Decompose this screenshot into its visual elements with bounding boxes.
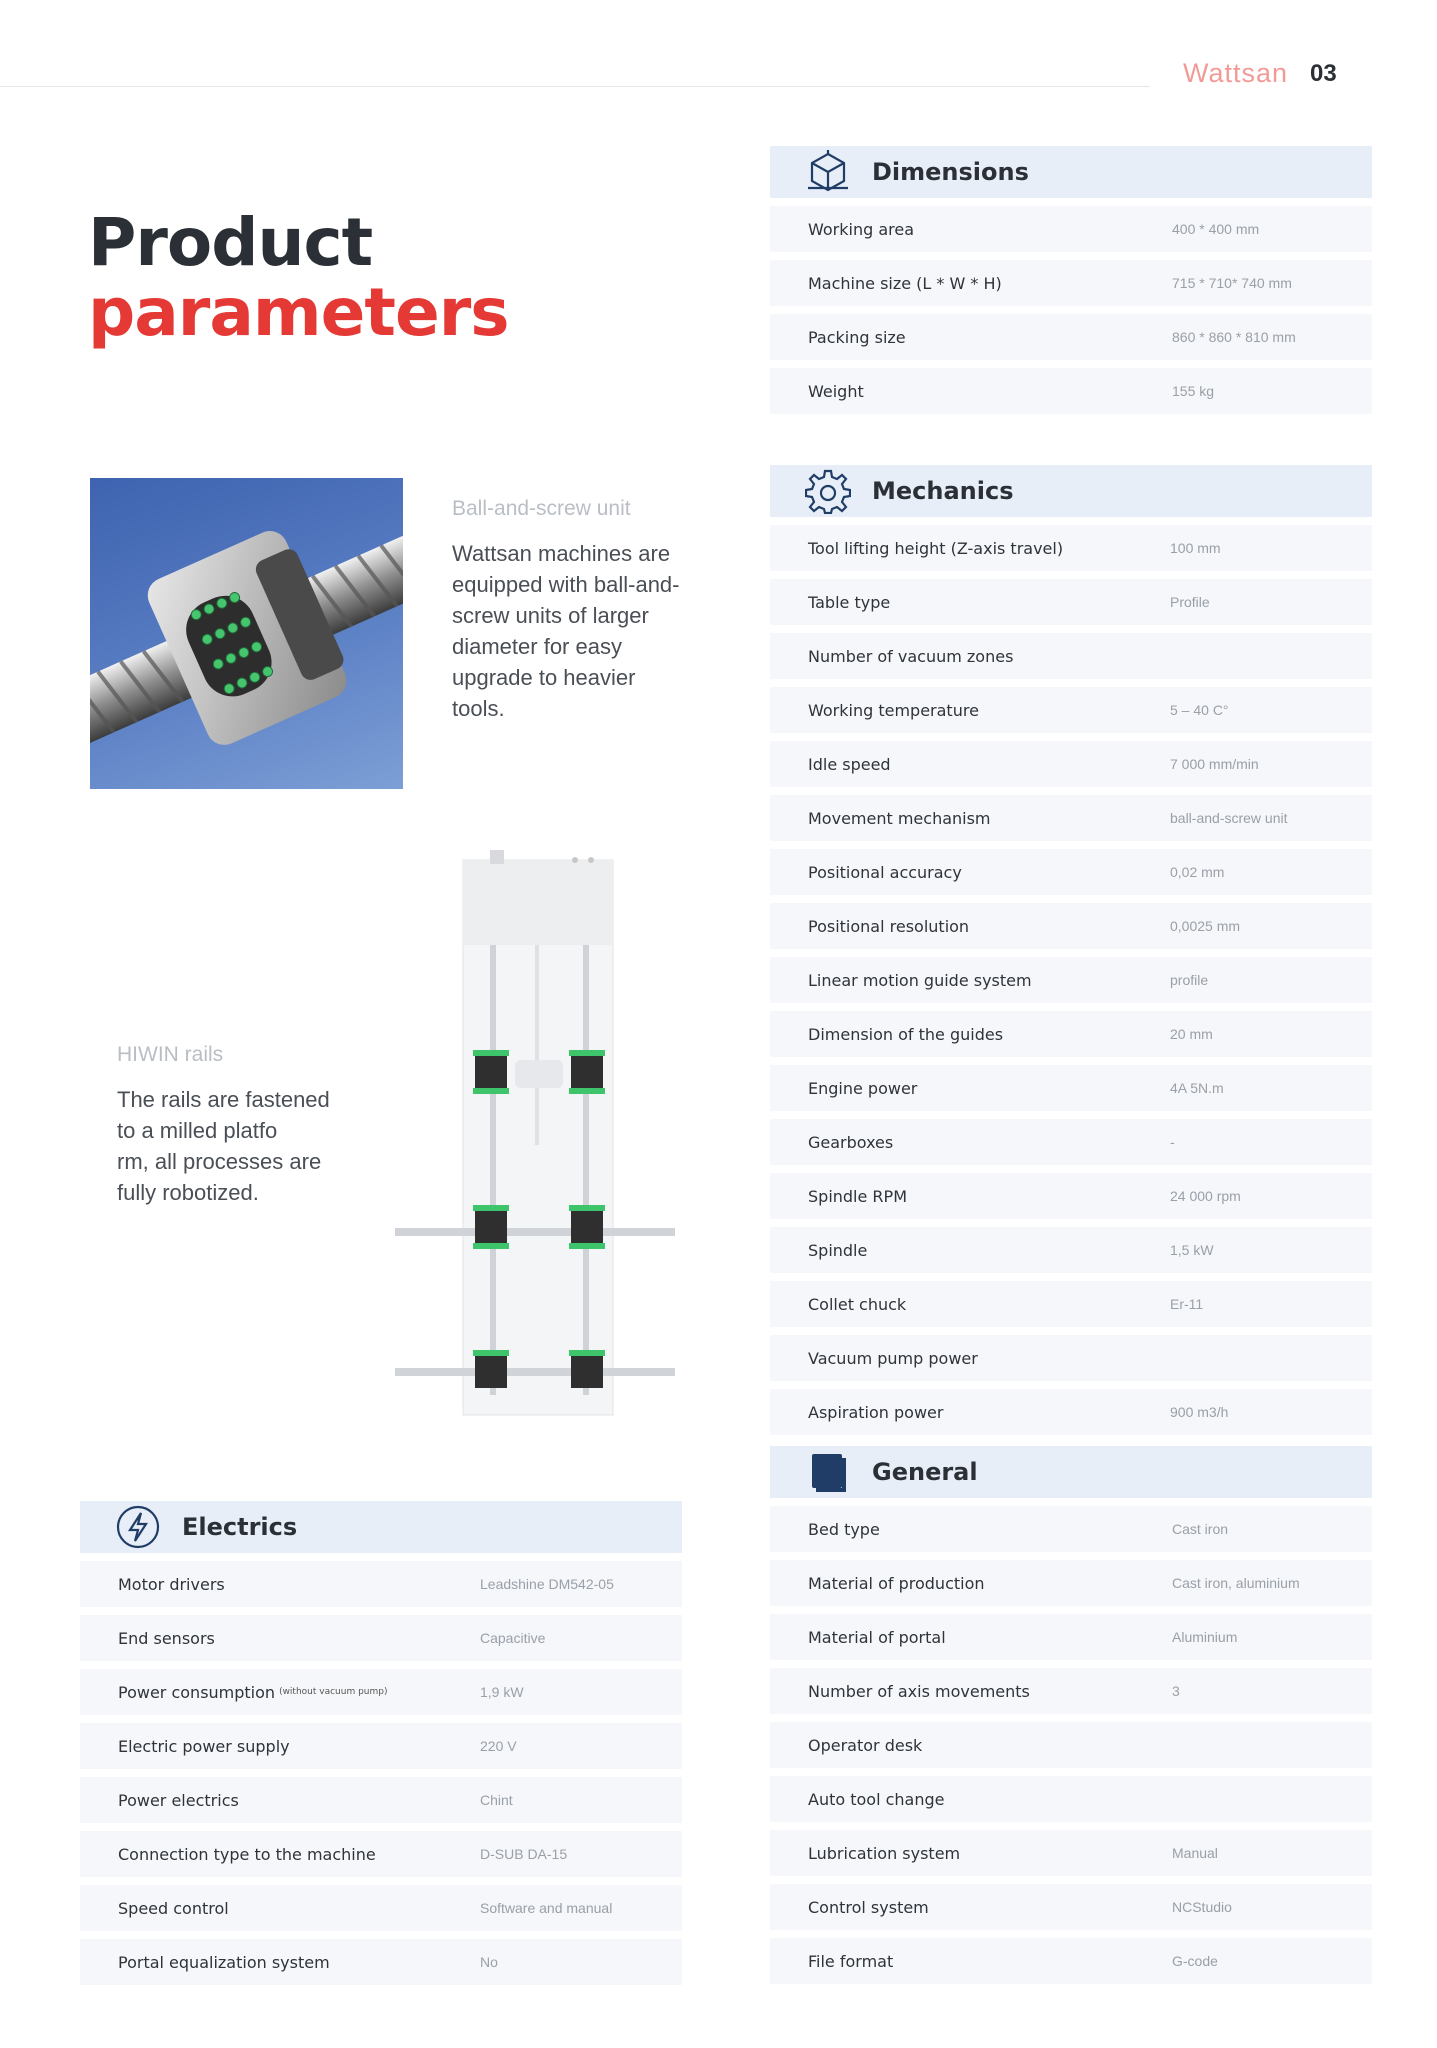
hiwin-line: to a milled platfo <box>117 1118 278 1143</box>
row-label: Gearboxes <box>808 1132 894 1152</box>
row-label: Motor drivers <box>118 1574 225 1594</box>
row-value: Profile <box>1170 594 1210 610</box>
row-label: Speed control <box>118 1898 229 1918</box>
row-value: 155 kg <box>1172 383 1215 399</box>
table-row <box>770 1506 1372 1552</box>
hiwin-rails-illustration <box>395 850 675 1425</box>
row-label: Control system <box>808 1897 929 1917</box>
row-value: - <box>1170 1134 1175 1150</box>
row-label: Spindle RPM <box>808 1186 907 1206</box>
table-row <box>770 903 1372 949</box>
dimensions-table <box>770 146 1372 414</box>
row-label: Movement mechanism <box>808 808 991 828</box>
mechanics-title: Mechanics <box>872 477 1014 505</box>
row-value: 900 m3/h <box>1170 1404 1229 1420</box>
table-row <box>770 687 1372 733</box>
row-value: 0,02 mm <box>1170 864 1225 880</box>
page-number: 03 <box>1310 60 1337 87</box>
table-row <box>80 1885 682 1931</box>
table-row <box>770 1065 1372 1111</box>
row-label: Collet chuck <box>808 1294 907 1314</box>
gear-icon <box>802 465 854 517</box>
brand-logo: Wattsan <box>1183 58 1289 88</box>
row-value: 5 – 40 C° <box>1170 702 1229 718</box>
row-value: 100 mm <box>1170 540 1221 556</box>
ballscrew-caption-text: Wattsan machines are equipped with ball-and-screw units of larger diameter for easy upgrade to heavier tools. <box>452 541 680 721</box>
table-row <box>80 1831 682 1877</box>
row-label: Working area <box>808 219 915 239</box>
header-divider <box>0 86 1150 87</box>
row-value: 7 000 mm/min <box>1170 756 1259 772</box>
row-label: Vacuum pump power <box>808 1348 978 1368</box>
table-row <box>770 368 1372 414</box>
electrics-title: Electrics <box>182 1513 298 1541</box>
row-label: Aspiration power <box>808 1402 944 1422</box>
row-label: Portal equalization system <box>118 1952 330 1972</box>
table-row <box>770 1668 1372 1714</box>
general-title: General <box>872 1458 978 1486</box>
row-label: Bed type <box>808 1519 880 1539</box>
table-row <box>770 1830 1372 1876</box>
table-row <box>770 1281 1372 1327</box>
row-value: Aluminium <box>1172 1629 1238 1645</box>
row-label: Positional accuracy <box>808 862 962 882</box>
table-row <box>770 795 1372 841</box>
table-row <box>80 1723 682 1769</box>
row-value: Capacitive <box>480 1630 546 1646</box>
dimensions-header <box>770 146 1372 198</box>
mechanics-header <box>770 465 1372 517</box>
cube-dimensions-icon <box>802 146 854 198</box>
table-row <box>770 1938 1372 1984</box>
row-value: 24 000 rpm <box>1170 1188 1241 1204</box>
table-row <box>80 1561 682 1607</box>
row-label: Power consumption <box>118 1682 276 1702</box>
row-label: Weight <box>808 381 864 401</box>
row-value: Er-11 <box>1170 1296 1204 1312</box>
row-label: Material of portal <box>808 1627 946 1647</box>
table-row <box>770 1614 1372 1660</box>
row-value: 4A 5N.m <box>1170 1080 1224 1096</box>
row-value: D-SUB DA-15 <box>480 1846 568 1862</box>
row-label: Table type <box>808 592 891 612</box>
row-label: Number of axis movements <box>808 1681 1030 1701</box>
row-value: 0,0025 mm <box>1170 918 1241 934</box>
table-row <box>80 1669 682 1715</box>
ballscrew-caption-title: Ball-and-screw unit <box>452 497 631 520</box>
row-value: 20 mm <box>1170 1026 1213 1042</box>
table-row <box>770 1335 1372 1381</box>
page-title-line1: Product <box>88 204 373 281</box>
hiwin-line: The rails are fastened <box>117 1087 330 1112</box>
row-label: Connection type to the machine <box>118 1844 376 1864</box>
row-label: Idle speed <box>808 754 891 774</box>
row-value: Cast iron, aluminium <box>1172 1575 1300 1591</box>
row-label: Spindle <box>808 1240 868 1260</box>
electrics-table <box>80 1501 682 1985</box>
table-row <box>770 1173 1372 1219</box>
table-row <box>770 633 1372 679</box>
table-row <box>770 1119 1372 1165</box>
table-row <box>770 260 1372 306</box>
table-row <box>80 1777 682 1823</box>
book-icon <box>802 1446 854 1498</box>
row-label: Working temperature <box>808 700 979 720</box>
row-label: Number of vacuum zones <box>808 646 1014 666</box>
row-value: Cast iron <box>1172 1521 1229 1537</box>
table-row <box>770 525 1372 571</box>
table-row <box>770 314 1372 360</box>
table-row <box>770 579 1372 625</box>
row-label: Tool lifting height (Z-axis travel) <box>808 538 1064 558</box>
row-label: Dimension of the guides <box>808 1024 1004 1044</box>
table-row <box>770 1011 1372 1057</box>
row-label: Power electrics <box>118 1790 239 1810</box>
row-label: Electric power supply <box>118 1736 290 1756</box>
row-value: 400 * 400 mm <box>1172 221 1260 237</box>
hiwin-caption-title: HIWIN rails <box>117 1043 224 1066</box>
row-value: 1,5 kW <box>1170 1242 1214 1258</box>
table-row <box>80 1939 682 1985</box>
row-value: Chint <box>480 1792 513 1808</box>
table-row <box>770 1722 1372 1768</box>
general-header <box>770 1446 1372 1498</box>
ballscrew-photo <box>90 478 403 789</box>
table-row <box>80 1615 682 1661</box>
power-note: (without vacuum pump) <box>279 1687 388 1697</box>
table-row <box>770 1227 1372 1273</box>
row-value: ball-and-screw unit <box>1170 810 1288 826</box>
row-label: Positional resolution <box>808 916 970 936</box>
row-label: Packing size <box>808 327 906 347</box>
row-label: Linear motion guide system <box>808 970 1032 990</box>
table-row <box>770 1389 1372 1435</box>
row-value: 860 * 860 * 810 mm <box>1172 329 1296 345</box>
row-value: profile <box>1170 972 1209 988</box>
hiwin-caption-text <box>117 1084 330 1208</box>
row-label: End sensors <box>118 1628 215 1648</box>
hiwin-line: rm, all processes are <box>117 1149 322 1174</box>
row-value: G-code <box>1172 1953 1218 1969</box>
table-row <box>770 957 1372 1003</box>
row-value: 220 V <box>480 1738 517 1754</box>
table-row <box>770 849 1372 895</box>
page-title <box>88 204 509 351</box>
table-row <box>770 1560 1372 1606</box>
general-table <box>770 1446 1372 1984</box>
lightning-icon <box>112 1501 164 1553</box>
row-value: Leadshine DM542-05 <box>480 1576 614 1592</box>
dimensions-title: Dimensions <box>872 158 1029 186</box>
row-label: Auto tool change <box>808 1789 945 1809</box>
row-label: Material of production <box>808 1573 985 1593</box>
mechanics-table <box>770 465 1372 1435</box>
table-row <box>770 741 1372 787</box>
row-label: Operator desk <box>808 1735 923 1755</box>
row-label: Machine size (L * W * H) <box>808 273 1002 293</box>
row-value: 3 <box>1172 1683 1180 1699</box>
table-row <box>770 1776 1372 1822</box>
row-value: NCStudio <box>1172 1899 1232 1915</box>
page-title-line2: parameters <box>88 274 509 351</box>
electrics-header <box>80 1501 682 1553</box>
row-value: 1,9 kW <box>480 1684 524 1700</box>
table-row <box>770 206 1372 252</box>
row-value: 715 * 710* 740 mm <box>1172 275 1292 291</box>
hiwin-line: fully robotized. <box>117 1180 259 1205</box>
row-value: Software and manual <box>480 1900 613 1916</box>
row-label: Engine power <box>808 1078 918 1098</box>
row-value: Manual <box>1172 1845 1218 1861</box>
row-label: File format <box>808 1951 894 1971</box>
table-row <box>770 1884 1372 1930</box>
row-label: Lubrication system <box>808 1843 961 1863</box>
row-value: No <box>480 1954 498 1970</box>
